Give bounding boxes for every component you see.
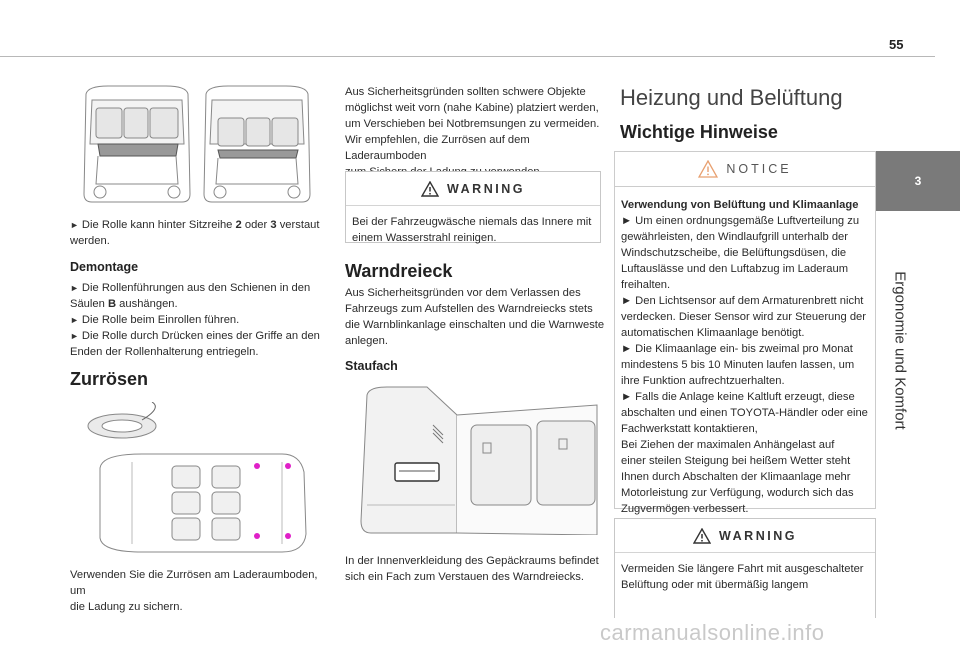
warning-title: WARNING bbox=[719, 528, 797, 543]
page-number: 55 bbox=[889, 37, 904, 52]
section-heading: Heizung und Belüftung bbox=[620, 85, 843, 110]
list-item: ► Die Rollenführungen aus den Schienen in den Säulen B aushängen. bbox=[70, 282, 311, 310]
chapter-tab[interactable]: 3 bbox=[876, 151, 960, 211]
lashing-eye-illustration bbox=[82, 402, 312, 560]
notice-line: ► Falls die Anlage keine Kaltluft erzeugt, diese bbox=[621, 391, 855, 403]
warning-triangle-icon bbox=[421, 181, 439, 197]
staufach-text: In der Innenverkleidung des Gepäckraums befindet sich ein Fach zum Verstauen des Warndreiecks. bbox=[345, 555, 599, 583]
cover-caption: ► Die Rolle kann hinter Sitzreihe 2 oder 3 verstaut werden. bbox=[70, 219, 320, 247]
cargo-intro: Aus Sicherheitsgründen sollten schwere Objekte möglichst weit vorn (nahe Kabine) platziert werden, um Verschieben bei Notbremsungen zu vermeiden. Wir empfehlen, die Zurrösen auf dem Laderaumboden bbox=[345, 86, 600, 162]
notice-line: ► Die Klimaanlage ein- bis zweimal pro Monat bbox=[621, 343, 853, 355]
warning-box-wash: WARNING Bei der Fahrzeugwäsche niemals das Innere mit einem Wasserstrahl reinigen. bbox=[345, 171, 601, 243]
notice-line: Fachwerkstatt kontaktieren, bbox=[621, 423, 758, 435]
warning-box-ventilation: WARNING Vermeiden Sie längere Fahrt mit ausgeschalteter Belüftung oder mit übermäßig langem bbox=[614, 518, 876, 618]
notice-line: Bei Ziehen der maximalen Anhängelast auf bbox=[621, 439, 835, 451]
notice-line: gewährleisten, den Windlaufgrill unterhalb der bbox=[621, 231, 848, 243]
notice-line: ihre Funktion aufrechtzuerhalten. bbox=[621, 375, 785, 387]
warndreieck-heading: Warndreieck bbox=[345, 261, 453, 281]
notice-line: abschalten und einen TOYOTA-Händler oder eine bbox=[621, 407, 868, 419]
notice-line: Motorleistung zur Verfügung, wodurch sich das bbox=[621, 487, 854, 499]
demontage-list bbox=[70, 280, 330, 360]
notice-line: ► Den Lichtsensor auf dem Armaturenbrett nicht bbox=[621, 295, 864, 307]
notice-line: mindestens 5 bis 10 Minuten laufen lassen, um bbox=[621, 359, 855, 371]
staufach-heading: Staufach bbox=[345, 359, 398, 373]
zurroesen-heading: Zurrösen bbox=[70, 369, 149, 389]
notice-title: NOTICE bbox=[726, 162, 792, 176]
notice-line: Zugvermögen verbessert. bbox=[621, 503, 749, 515]
chapter-title: Ergonomie und Komfort bbox=[891, 270, 909, 430]
notice-line: freihalten. bbox=[621, 279, 671, 291]
notice-line: ► Um einen ordnungsgemäße Luftverteilung zu bbox=[621, 215, 860, 227]
demontage-heading: Demontage bbox=[70, 260, 139, 274]
notice-triangle-icon bbox=[698, 160, 718, 178]
storage-compartment-illustration bbox=[347, 385, 599, 535]
notice-line: Windschutzscheibe, die Belüftungsdüsen, die bbox=[621, 247, 847, 259]
notice-bold-line: Verwendung von Belüftung und Klimaanlage bbox=[621, 199, 859, 211]
cargo-cover-illustration bbox=[78, 84, 318, 208]
list-item: ► Die Rolle beim Einrollen führen. bbox=[70, 314, 240, 326]
zurroesen-text: Verwenden Sie die Zurrösen am Laderaumboden, um die Ladung zu sichern. bbox=[70, 569, 318, 613]
notice-box bbox=[614, 151, 876, 515]
subsection-heading: Wichtige Hinweise bbox=[620, 122, 778, 142]
warning-title: WARNING bbox=[447, 181, 525, 196]
notice-line: verdecken. Dieser Sensor wird zur Steuerung der bbox=[621, 311, 866, 323]
warning-triangle-icon bbox=[693, 528, 711, 544]
watermark: carmanualsonline.info bbox=[600, 620, 825, 645]
notice-line: Luftauslässe und den Luftabzug im Laderaum bbox=[621, 263, 849, 275]
list-item: ► Die Rolle durch Drücken eines der Griffe an den Enden der Rollenhalterung entriegeln. bbox=[70, 330, 320, 358]
top-rule bbox=[0, 56, 935, 57]
notice-line: automatischen Klimaanlage benötigt. bbox=[621, 327, 805, 339]
warndreieck-text: Aus Sicherheitsgründen vor dem Verlassen des Fahrzeugs zum Aufstellen des Warndreiecks stets die Warnblinkanlage einschalten und die Warnweste anlegen. bbox=[345, 287, 605, 347]
notice-line: einer steilen Steigung bei heißem Wetter steht bbox=[621, 455, 851, 467]
notice-line: Ihnen durch Abschalten der Klimaanlage mehr bbox=[621, 471, 851, 483]
